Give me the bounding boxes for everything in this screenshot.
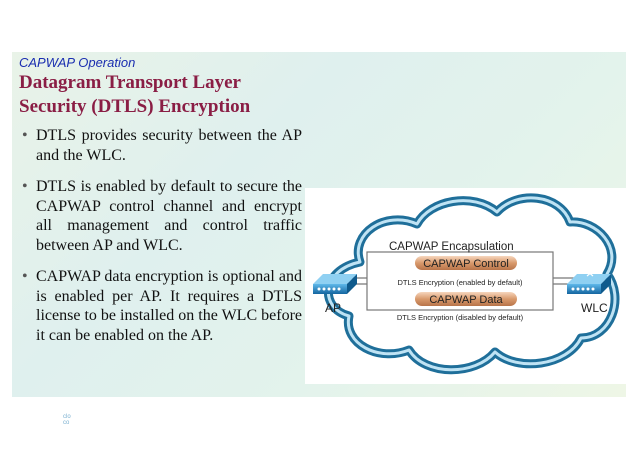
control-label: CAPWAP Control <box>423 258 509 270</box>
title-line-1: Datagram Transport Layer <box>19 72 241 93</box>
bullet-list <box>22 126 302 357</box>
corner-mark-line: co <box>63 420 70 426</box>
corner-mark <box>63 414 71 426</box>
bullet-text: DTLS provides security between the AP and the WLC. <box>36 127 302 164</box>
ap-label: AP <box>325 301 342 315</box>
data-dtls-label: DTLS Encryption (disabled by default) <box>396 313 524 322</box>
bullet-text: CAPWAP data encryption is optional and is enabled per AP. It requires a DTLS license to be installed on the WLC before it can be enabled on the AP. <box>36 268 302 344</box>
bullet-item <box>22 177 302 255</box>
bullet-dot: • <box>22 178 28 195</box>
capwap-diagram-svg <box>305 188 626 384</box>
section-label: CAPWAP Operation <box>19 55 136 70</box>
bullet-dot: • <box>22 127 28 144</box>
control-dtls-label: DTLS Encryption (enabled by default) <box>397 278 523 287</box>
slide-title <box>19 71 250 119</box>
data-label: CAPWAP Data <box>429 294 503 306</box>
corner-mark-line: clo <box>63 414 71 420</box>
encapsulation-label: CAPWAP Encapsulation <box>389 241 514 253</box>
bullet-item <box>22 267 302 345</box>
wlc-label: WLC <box>581 301 608 315</box>
bullet-dot: • <box>22 268 28 285</box>
capwap-diagram <box>305 188 626 384</box>
title-line-2: Security (DTLS) Encryption <box>19 96 251 117</box>
bullet-text: DTLS is enabled by default to secure the CAPWAP control channel and encrypt all management and control traffic between AP and WLC. <box>36 178 302 254</box>
slide <box>12 52 626 426</box>
bullet-item <box>22 126 302 165</box>
